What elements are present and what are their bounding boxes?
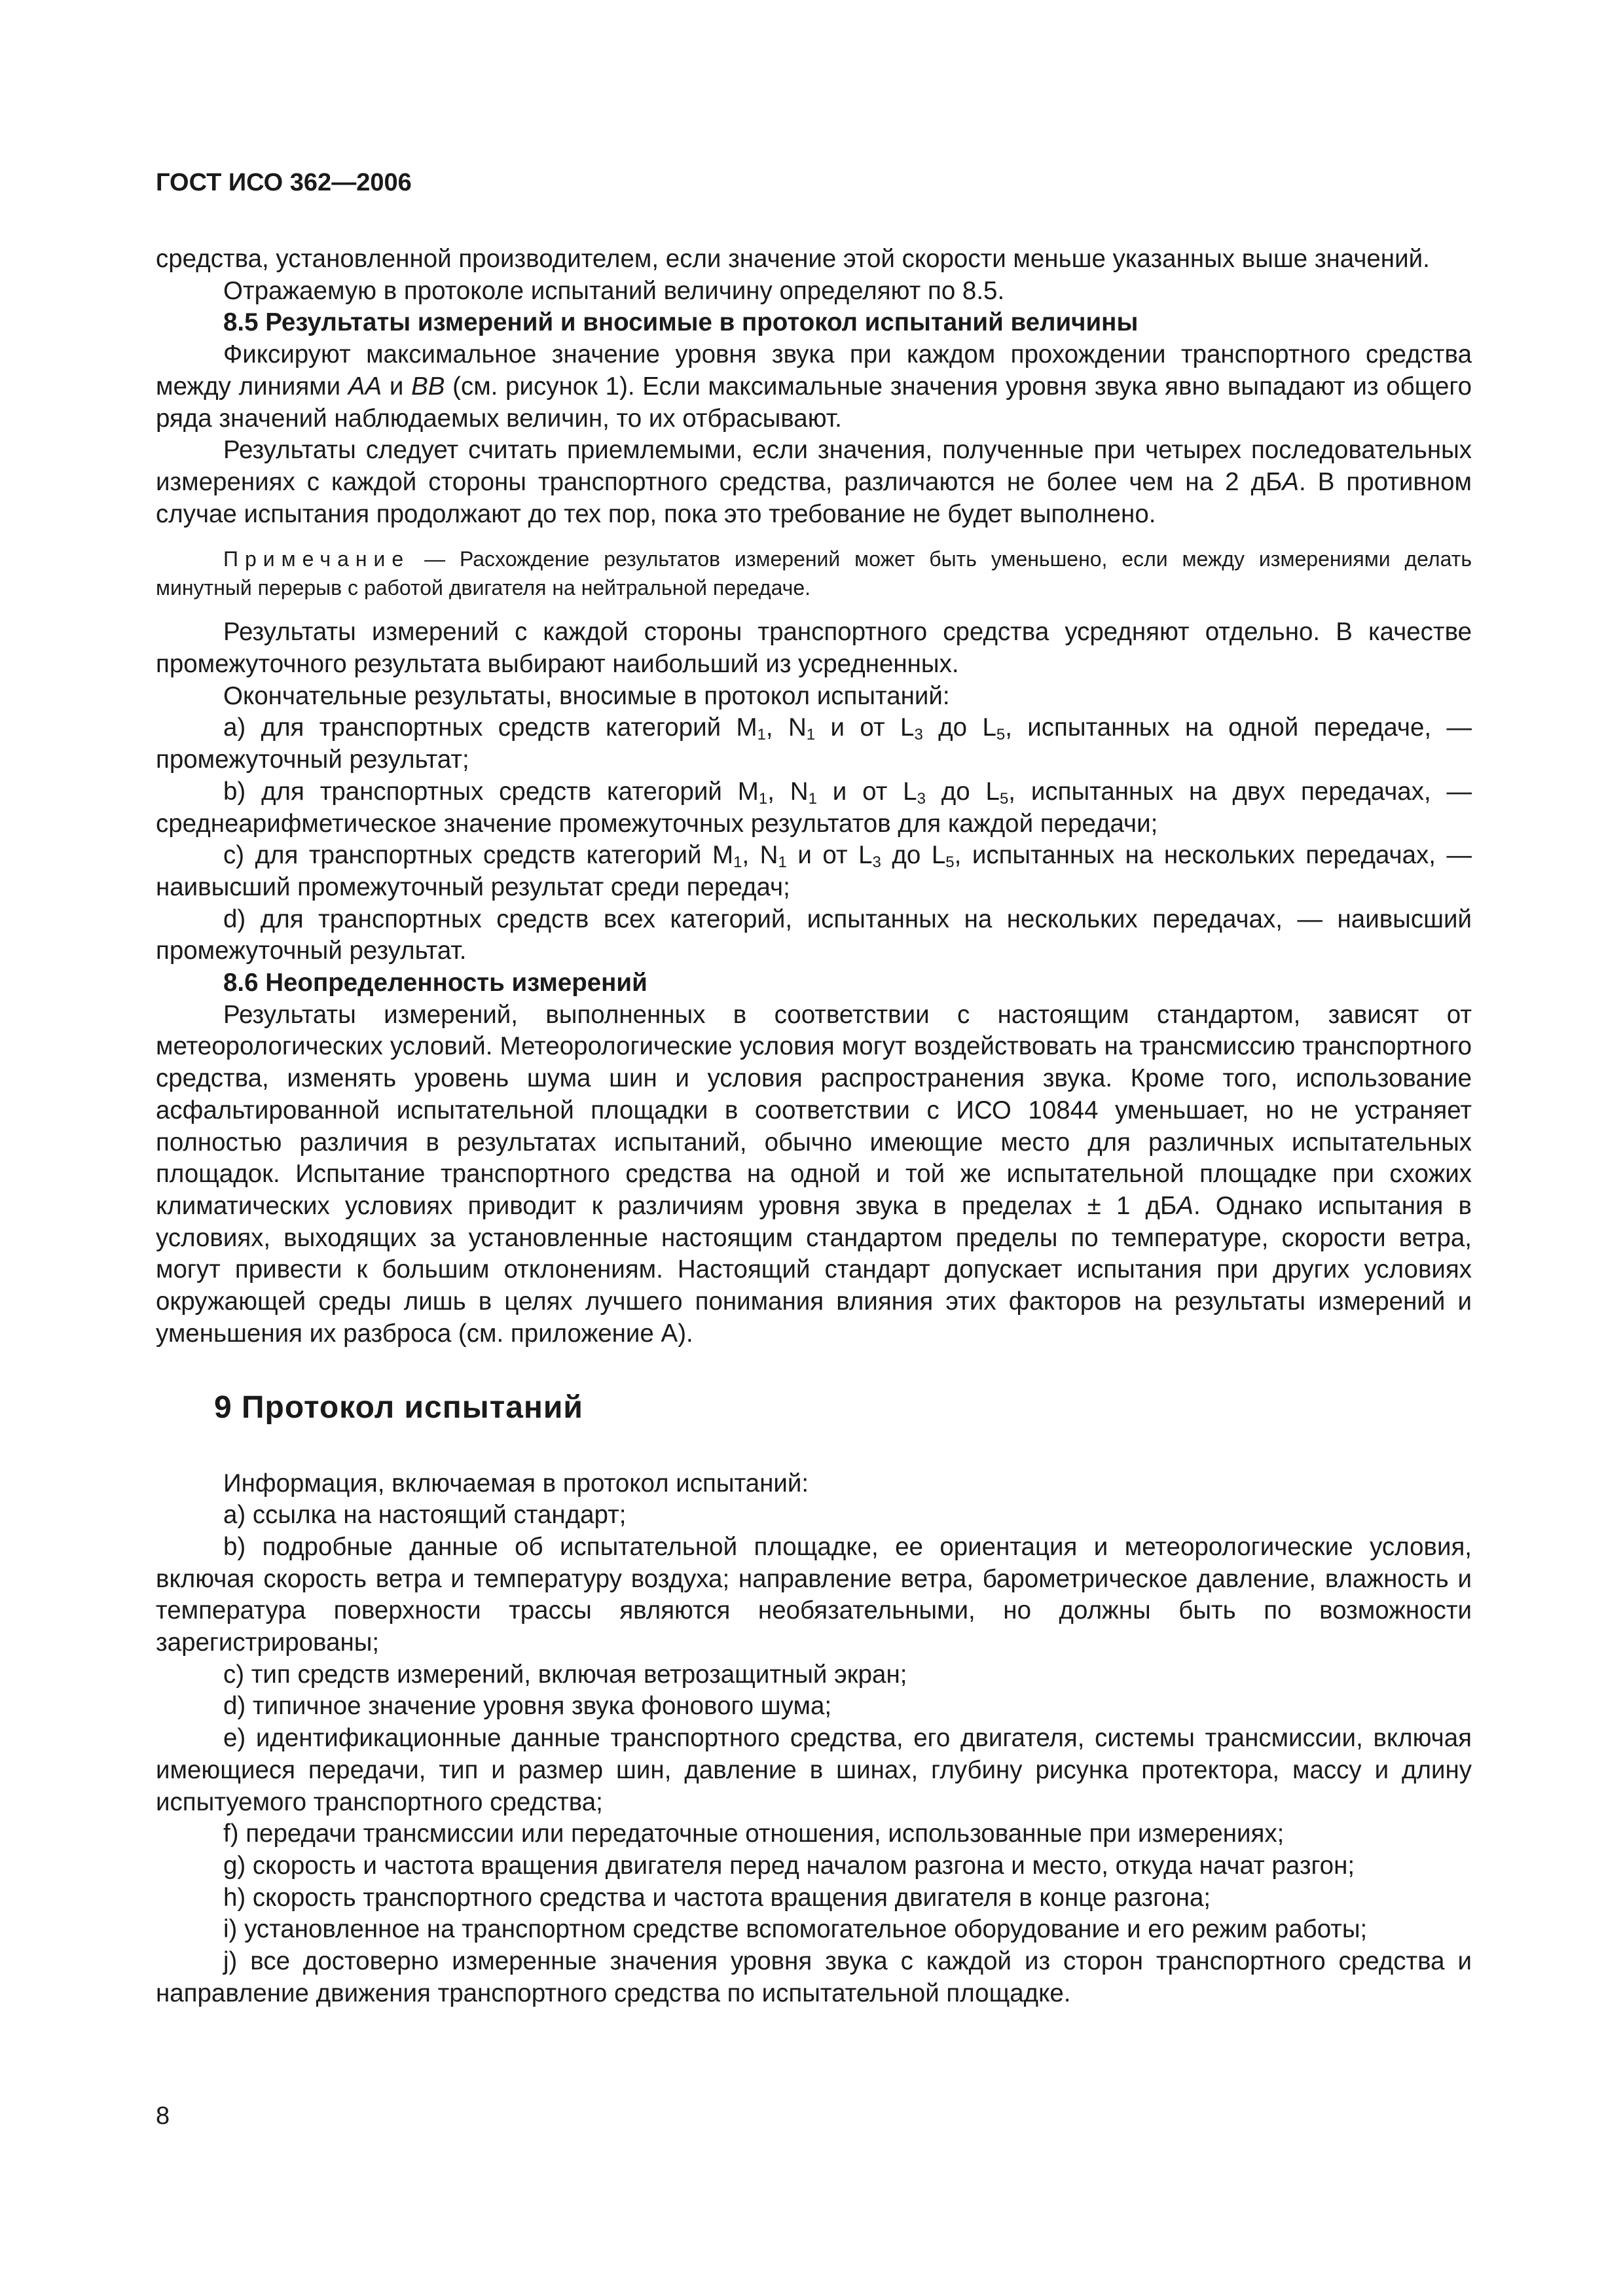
list-item: a) для транспортных средств категорий $M_1$, $N_1$ и от $L_3$ до $L_5$, испытанных на одной передаче, — промежуточный результат; (156, 713, 1472, 774)
list-item: i) установленное на транспортном средстве вспомогательное оборудование и его режим работы; (223, 1915, 1368, 1944)
list-item: c) для транспортных средств категорий $M_1$, $N_1$ и от $L_3$ до $L_5$, испытанных на нескольких передачах, — наивысший промежуточный результат среди передач; (156, 841, 1472, 901)
paragraph: Отражаемую в протоколе испытаний величину определяют по 8.5. (223, 276, 1005, 305)
paragraph: Окончательные результаты, вносимые в протокол испытаний: (223, 681, 950, 710)
list-item: d) типичное значение уровня звука фонового шума; (223, 1692, 832, 1721)
list-item: j) все достоверно измеренные значения уровня звука с каждой из сторон транспортного средства и направление движения транспортного средства по испытательной площадке. (156, 1947, 1472, 2007)
paragraph: средства, установленной производителем, если значение этой скорости меньше указанных выше значений. (156, 245, 1430, 273)
list-item: b) для транспортных средств категорий $M_1$, $N_1$ и от $L_3$ до $L_5$, испытанных на двух передачах, — среднеарифметическое значение промежуточных результатов для каждой передачи; (156, 777, 1472, 838)
paragraph: Результаты следует считать приемлемыми, если значения, полученные при четырех последовательных измерениях с каждой стороны транспортного средства, различаются не более чем на 2 дБA. В противном случае испытания продолжают до тех пор, пока это требование не будет выполнено. (156, 436, 1472, 528)
paragraph: Информация, включаемая в протокол испытаний: (223, 1469, 809, 1498)
note-label: Примечание (223, 547, 410, 571)
page-number: 8 (156, 2102, 170, 2130)
list-item: f) передачи трансмиссии или передаточные отношения, использованные при измерениях; (223, 1820, 1285, 1848)
list-item: c) тип средств измерений, включая ветрозащитный экран; (223, 1660, 907, 1689)
paragraph: Фиксируют максимальное значение уровня звука при каждом прохождении транспортного средства между линиями AA и BB (см. рисунок 1). Если максимальные значения уровня звука явно выпадают из общего ряда значений наблюдаемых величин, то их отбрасывают. (156, 340, 1472, 433)
list-item: d) для транспортных средств всех категорий, испытанных на нескольких передачах, — наивысший промежуточный результат. (156, 905, 1472, 965)
subsection-heading-8-6: 8.6 Неопределенность измерений (223, 969, 647, 997)
list-item: b) подробные данные об испытательной площадке, ее ориентация и метеорологические условия, включая скорость ветра и температуру воздуха; направление ветра, барометрическое давление, влажность и температура поверхности трассы являются необязательными, но должны быть по возможности зарегистрированы; (156, 1532, 1472, 1657)
section-heading-9: 9 Протокол испытаний (214, 1390, 583, 1425)
list-item: a) ссылка на настоящий стандарт; (223, 1501, 627, 1530)
list-item: h) скорость транспортного средства и частота вращения двигателя в конце разгона; (223, 1883, 1211, 1912)
list-item: g) скорость и частота вращения двигателя перед началом разгона и место, откуда начат разгон; (223, 1851, 1355, 1880)
document-body (156, 243, 1472, 2009)
list-item: e) идентификационные данные транспортного средства, его двигателя, системы трансмиссии, включая имеющиеся передачи, тип и размер шин, давление в шинах, глубину рисунка протектора, массу и длину испытуемого транспортного средства; (156, 1724, 1472, 1816)
document-header: ГОСТ ИСО 362—2006 (156, 169, 412, 196)
paragraph: Результаты измерений с каждой стороны транспортного средства усредняют отдельно. В качестве промежуточного результата выбирают наибольший из усредненных. (156, 618, 1472, 679)
paragraph: Результаты измерений, выполненных в соответствии с настоящим стандартом, зависят от метеорологических условий. Метеорологические условия могут воздействовать на трансмиссию транспортного средства, изменять уровень шума шин и условия распространения звука. Кроме того, использование асфальтированной испытательной площадки в соответствии с ИСО 10844 уменьшает, но не устраняет полностью различия в результатах испытаний, обычно имеющие место для различных испытательных площадок. Испытание транспортного средства на одной и той же испытательной площадке при схожих климатических условиях приводит к различиям уровня звука в пределах ± 1 дБA. Однако испытания в условиях, выходящих за установленные настоящим стандартом пределы по температуре, скорости ветра, могут привести к большим отклонениям. Настоящий стандарт допускает испытания при других условиях окружающей среды лишь в целях лучшего понимания влияния этих факторов на результаты измерений и уменьшения их разброса (см. приложение А). (156, 1000, 1472, 1348)
subsection-heading-8-5: 8.5 Результаты измерений и вносимые в протокол испытаний величины (223, 308, 1139, 337)
note: Примечание — Расхождение результатов измерений может быть уменьшено, если между измерениями делать минутный перерыв с работой двигателя на нейтральной передаче. (156, 547, 1472, 600)
